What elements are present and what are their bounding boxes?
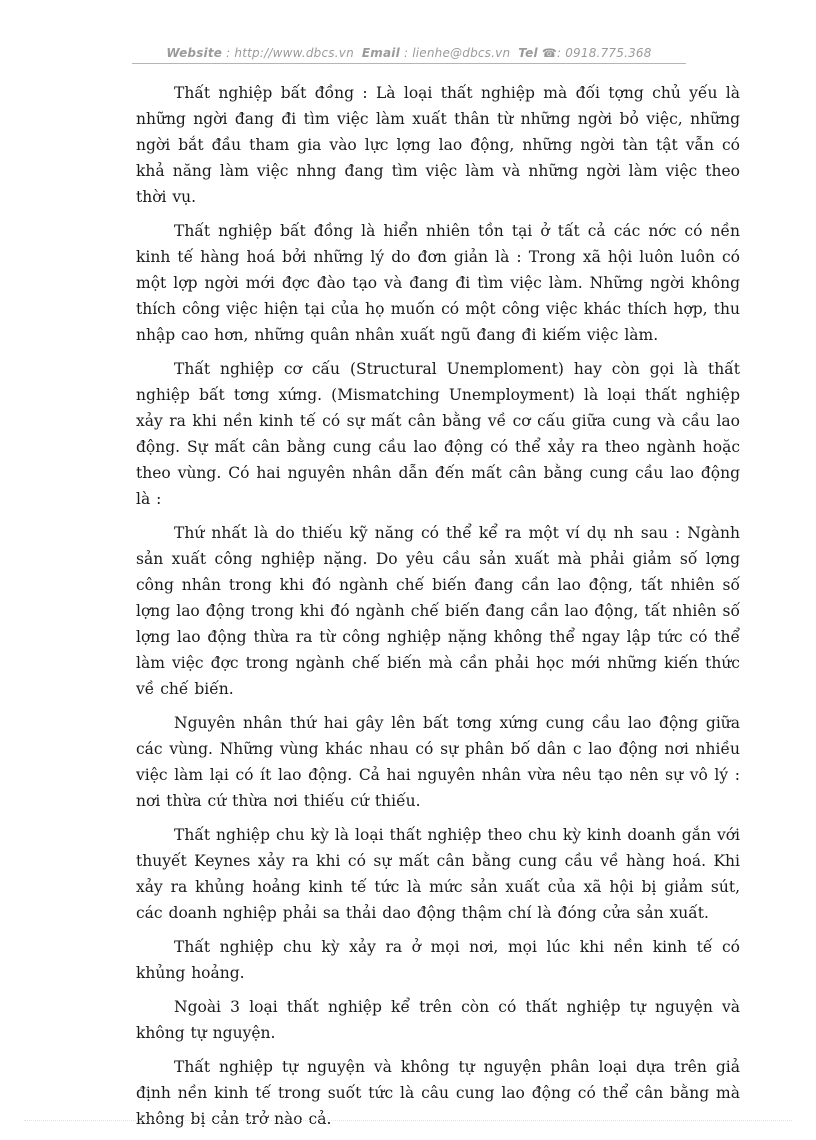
paragraph: Thất nghiệp bất đồng là hiển nhiên tồn tại ở tất cả các nớc có nền kinh tế hàng hoá bởi những lý do đơn giản là : Trong xã hội luôn luôn có một lợp ngời mới đợc đào tạo và đang đi tìm việc làm. Những ngời không thích công việc hiện tại của họ muốn có một công việc khác thích hợp, thu nhập cao hơn, những quân nhân xuất ngũ đang đi kiếm việc làm. xyxy=(136,222,740,344)
footer-divider xyxy=(24,1120,792,1121)
paragraph: Thất nghiệp tự nguyện và không tự nguyện phân loại dựa trên giả định nền kinh tế trong suốt tức là câu cung lao động có thể cân bằng mà không bị cản trở nào cả. xyxy=(136,1058,740,1128)
page-header xyxy=(132,46,686,60)
tel-label: Tel xyxy=(518,46,538,60)
paragraph: Nguyên nhân thứ hai gây lên bất tơng xứng cung cầu lao động giữa các vùng. Những vùng khác nhau có sự phân bố dân c lao động nơi nhiều việc làm lại có ít lao động. Cả hai nguyên nhân vừa nêu tạo nên sự vô lý : nơi thừa cứ thừa nơi thiếu cứ thiếu. xyxy=(136,714,740,810)
paragraph: Thất nghiệp bất đồng : Là loại thất nghiệp mà đối tợng chủ yếu là những ngời đang đi tìm việc làm xuất thân từ những ngời bỏ việc, những ngời bắt đầu tham gia vào lực lợng lao động, những ngời tàn tật vẫn có khả năng làm việc nhng đang tìm việc làm và những ngời làm việc theo thời vụ. xyxy=(136,84,740,206)
document-body xyxy=(136,80,740,1140)
email-label: Email xyxy=(361,46,400,60)
paragraph: Thất nghiệp chu kỳ là loại thất nghiệp theo chu kỳ kinh doanh gắn với thuyết Keynes xảy ra khi có sự mất cân bằng cung cầu về hàng hoá. Khi xảy ra khủng hoảng kinh tế tức là mức sản xuất của xã hội bị giảm sút, các doanh nghiệp phải sa thải dao động thậm chí là đóng cửa sản xuất. xyxy=(136,826,740,922)
website-label: Website xyxy=(166,46,223,60)
paragraph: Thất nghiệp chu kỳ xảy ra ở mọi nơi, mọi lúc khi nền kinh tế có khủng hoảng. xyxy=(136,938,740,982)
website-link[interactable]: : http://www.dbcs.vn xyxy=(226,46,354,60)
paragraph: Thứ nhất là do thiếu kỹ năng có thể kể ra một ví dụ nh sau : Ngành sản xuất công nghiệp nặng. Do yêu cầu sản xuất mà phải giảm số lợng công nhân trong khi đó ngành chế biến đang cần lao động, tất nhiên số lợng lao động trong khi đó ngành chế biến đang cần lao động, tất nhiên số lợng lao động thừa ra từ công nghiệp nặng không thể ngay lập tức có thể làm việc đợc trong ngành chế biến mà cần phải học mới những kiến thức về chế biến. xyxy=(136,524,740,698)
tel-value: ☎: 0918.775.368 xyxy=(541,46,652,60)
header-divider xyxy=(132,63,686,64)
email-link[interactable]: : lienhe@dbcs.vn xyxy=(403,46,511,60)
paragraph: Thất nghiệp cơ cấu (Structural Unemploment) hay còn gọi là thất nghiệp bất tơng xứng. (Mismatching Unemployment) là loại thất nghiệp xảy ra khi nền kinh tế có sự mất cân bằng về cơ cấu giữa cung và cầu lao động. Sự mất cân bằng cung cầu lao động có thể xảy ra theo ngành hoặc theo vùng. Có hai nguyên nhân dẫn đến mất cân bằng cung cầu lao động là : xyxy=(136,360,740,508)
paragraph: Ngoài 3 loại thất nghiệp kể trên còn có thất nghiệp tự nguyện và không tự nguyện. xyxy=(136,998,740,1042)
